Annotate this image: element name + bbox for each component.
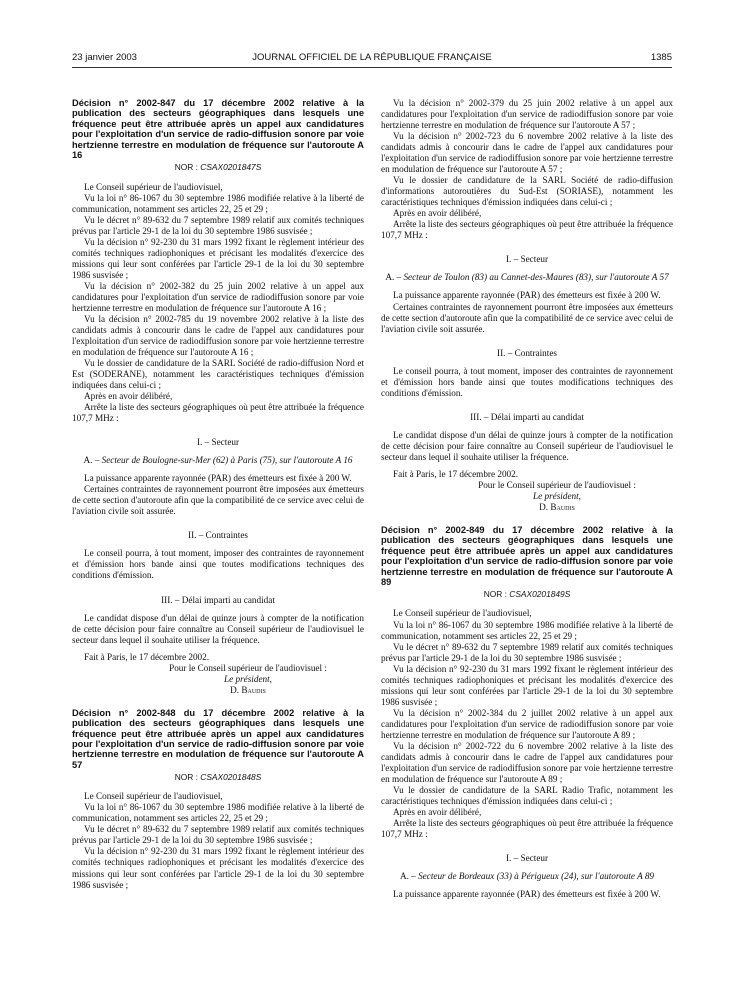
paragraph: Le Conseil supérieur de l'audiovisuel,	[84, 791, 223, 802]
nor-label: NOR :	[483, 589, 507, 600]
paragraph: Vu le décret n° 89-632 du 7 septembre 1989 relatif aux comités techniques prévus par l'article 29-1 de la loi du 30 septembre 1986 susvisée ;	[381, 641, 673, 663]
header-rule	[72, 67, 672, 68]
paragraph: Certaines contraintes de rayonnement pourront être imposées aux émetteurs de cette section d'autoroute afin que la compatibilité de ce service avec celui de l'aviation civile soit assurée.	[72, 484, 364, 517]
paragraph: Certaines contraintes de rayonnement pourront être imposées aux émetteurs de cette section d'autoroute afin que la compatibilité de ce service avec celui de l'aviation civile soit assurée.	[381, 301, 673, 334]
nor-code: CSAX0201848S	[200, 772, 262, 783]
header-date: 23 janvier 2003	[72, 52, 137, 63]
paragraph: Vu la décision n° 2002-723 du 6 novembre 2002 relative à la liste des candidats admis à concourir dans le cadre de l'appel aux candidatures pour l'exploitation d'un service de radiodiffusion sonore par voie hertzienne terrestre en modulation de fréquence sur l'autoroute A 57 ;	[381, 131, 673, 175]
paragraph: Vu le décret n° 89-632 du 7 septembre 1989 relatif aux comités techniques prévus par l'article 29-1 de la loi du 30 septembre 1986 susvisée ;	[72, 214, 364, 236]
paragraph: Après en avoir délibéré,	[84, 391, 173, 402]
paragraph: Vu la loi n° 86-1067 du 30 septembre 1986 modifiée relative à la liberté de communication, notamment ses articles 22, 25 et 29 ;	[72, 802, 364, 824]
left-column	[72, 98, 364, 891]
paragraph: Vu la décision n° 2002-379 du 25 juin 2002 relative à un appel aux candidatures pour l'exploitation d'un service de radiodiffusion sonore par voie hertzienne terrestre en modulation de fréquence sur l'autoroute A 57 ;	[381, 98, 673, 131]
paragraph: Vu le décret n° 89-632 du 7 septembre 1989 relatif aux comités techniques prévus par l'article 29-1 de la loi du 30 septembre 1986 susvisée ;	[72, 824, 364, 846]
sector-subheading	[72, 455, 364, 466]
section-heading: I. – Secteur	[505, 853, 549, 864]
sector-label: A. –	[83, 455, 100, 466]
paragraph: Vu le dossier de candidature de la SARL Radio Trafic, notamment les caractéristiques techniques d'émission indiquées dans celui-ci ;	[381, 784, 673, 807]
nor-code: CSAX0201847S	[200, 162, 262, 173]
decision-title: Décision n° 2002-847 du 17 décembre 2002 relative à la publication des secteurs géographiques dans lesquels une fréquence peut être attribuée après un appel aux candidatures pour l'exploitation d'un service de radio-diffusion sonore par voie hertzienne terrestre en modulation de fréquence sur l'autoroute A 16	[72, 98, 364, 161]
nor-label: NOR :	[174, 162, 198, 173]
signatory-name: D. Baudis	[230, 684, 266, 695]
nor-reference	[72, 162, 364, 172]
signed-at: Fait à Paris, le 17 décembre 2002.	[84, 651, 210, 662]
signature-title: Le président,	[533, 490, 581, 501]
sector-text: Secteur de Toulon (83) au Cannet-des-Maures (83), sur l'autoroute A 57	[403, 272, 669, 283]
paragraph: Le candidat dispose d'un délai de quinze jours à compter de la notification de cette décision pour faire connaître au Conseil supérieur de l'audiovisuel le secteur dans lequel il souhaite utiliser la fréquence.	[72, 612, 364, 645]
paragraph: Vu la décision n° 2002-382 du 25 juin 2002 relative à un appel aux candidatures pour l'exploitation d'un service de radiodiffusion sonore par voie hertzienne terrestre en modulation de fréquence sur l'autoroute A 16 ;	[72, 280, 364, 313]
sector-subheading	[381, 272, 673, 283]
section-heading: II. – Contraintes	[497, 347, 557, 358]
paragraph: Le Conseil supérieur de l'audiovisuel,	[84, 181, 223, 192]
nor-code: CSAX0201849S	[509, 589, 571, 600]
sector-label: A. –	[399, 871, 416, 882]
paragraph: Le conseil pourra, à tout moment, imposer des contraintes de rayonnement et d'émission hors bande ainsi que toutes modifications techniques des conditions d'émission.	[72, 548, 364, 581]
paragraph: Vu le dossier de candidature de la SARL Société de radio-diffusion d'informations autoroutières du Sud-Est (SORIASE), notamment les caractéristiques techniques d'émission indiquées dans celui-ci ;	[381, 175, 673, 208]
signature-line: Pour le Conseil supérieur de l'audiovisuel :	[478, 479, 636, 490]
sector-subheading	[381, 871, 673, 882]
paragraph: Arrête la liste des secteurs géographiques où peut être attribuée la fréquence 107,7 MHz :	[72, 402, 364, 424]
paragraph: Arrête la liste des secteurs géographiques où peut être attribuée la fréquence 107,7 MHz :	[381, 219, 673, 241]
paragraph: Après en avoir délibéré,	[393, 807, 482, 818]
paragraph: Vu la décision n° 92-230 du 31 mars 1992 fixant le règlement intérieur des comités techniques radiophoniques et précisant les modalités d'exercice des missions qui leur sont conférées par l'article 29-1 de la loi du 30 septembre 1986 susvisée ;	[72, 846, 364, 890]
header-journal-title: JOURNAL OFFICIEL DE LA RÉPUBLIQUE FRANÇAISE	[252, 52, 492, 63]
paragraph: Vu la décision n° 2002-785 du 19 novembre 2002 relative à la liste des candidats admis à concourir dans le cadre de l'appel aux candidatures pour l'exploitation d'un service de radiodiffusion sonore par voie hertzienne terrestre en modulation de fréquence sur l'autoroute A 16 ;	[72, 313, 364, 357]
section-heading: I. – Secteur	[505, 254, 549, 265]
section-heading: I. – Secteur	[196, 437, 240, 448]
paragraph: Le Conseil supérieur de l'audiovisuel,	[393, 608, 532, 619]
right-column	[381, 98, 673, 900]
paragraph: Vu la décision n° 2002-722 du 6 novembre 2002 relative à la liste des candidats admis à concourir dans le cadre de l'appel aux candidatures pour l'exploitation d'un service de radiodiffusion sonore par voie hertzienne terrestre en modulation de fréquence sur l'autoroute A 89 ;	[381, 740, 673, 784]
decision-title: Décision n° 2002-848 du 17 décembre 2002 relative à la publication des secteurs géographiques dans lesquels une fréquence peut être attribuée après un appel aux candidatures pour l'exploitation d'un service de radio-diffusion sonore par voie hertzienne terrestre en modulation de fréquence sur l'autoroute A 57	[72, 707, 364, 770]
paragraph: Arrête la liste des secteurs géographiques où peut être attribuée la fréquence 107,7 MHz :	[381, 818, 673, 840]
section-heading: III. – Délai imparti au candidat	[470, 411, 584, 422]
spacer	[72, 696, 364, 708]
sector-text: Secteur de Bordeaux (33) à Périgueux (24), sur l'autoroute A 89	[418, 871, 655, 882]
section-heading: III. – Délai imparti au candidat	[161, 594, 275, 605]
nor-reference	[72, 772, 364, 782]
paragraph: Le candidat dispose d'un délai de quinze jours à compter de la notification de cette décision pour faire connaître au Conseil supérieur de l'audiovisuel le secteur dans lequel il souhaite utiliser la fréquence.	[381, 429, 673, 462]
paragraph: La puissance apparente rayonnée (PAR) des émetteurs est fixée à 200 W.	[84, 473, 352, 484]
paragraph: Vu la loi n° 86-1067 du 30 septembre 1986 modifiée relative à la liberté de communication, notamment ses articles 22, 25 et 29 ;	[72, 192, 364, 214]
paragraph: Après en avoir délibéré,	[393, 208, 482, 219]
paragraph: La puissance apparente rayonnée (PAR) des émetteurs est fixée à 200 W.	[393, 290, 661, 301]
paragraph: Vu la décision n° 92-230 du 31 mars 1992 fixant le règlement intérieur des comités techniques radiophoniques et précisant les modalités d'exercice des missions qui leur sont conférées par l'article 29-1 de la loi du 30 septembre 1986 susvisée ;	[381, 663, 673, 707]
spacer	[381, 513, 673, 525]
signed-at: Fait à Paris, le 17 décembre 2002.	[393, 468, 519, 479]
section-heading: II. – Contraintes	[188, 530, 248, 541]
decision-title: Décision n° 2002-849 du 17 décembre 2002 relative à la publication des secteurs géographiques dans lesquels une fréquence peut être attribuée après un appel aux candidatures pour l'exploitation d'un service de radio-diffusion sonore par voie hertzienne terrestre en modulation de fréquence sur l'autoroute A 89	[381, 524, 673, 587]
sector-text: Secteur de Boulogne-sur-Mer (62) à Paris (75), sur l'autoroute A 16	[101, 455, 353, 466]
paragraph: Vu la loi n° 86-1067 du 30 septembre 1986 modifiée relative à la liberté de communication, notamment ses articles 22, 25 et 29 ;	[381, 619, 673, 641]
nor-label: NOR :	[174, 772, 198, 783]
nor-reference	[381, 589, 673, 599]
signature-title: Le président,	[224, 673, 272, 684]
header-page-number: 1385	[650, 52, 672, 63]
sector-label: A. –	[385, 272, 402, 283]
signature-line: Pour le Conseil supérieur de l'audiovisuel :	[169, 662, 327, 673]
paragraph: Vu le dossier de candidature de la SARL Société de radio-diffusion Nord et Est (SODERANE), notamment les caractéristiques techniques d'émission indiquées dans celui-ci ;	[72, 358, 364, 391]
paragraph: Le conseil pourra, à tout moment, imposer des contraintes de rayonnement et d'émission hors bande ainsi que toutes modifications techniques des conditions d'émission.	[381, 365, 673, 398]
paragraph: La puissance apparente rayonnée (PAR) des émetteurs est fixée à 200 W.	[393, 889, 661, 900]
paragraph: Vu la décision n° 92-230 du 31 mars 1992 fixant le règlement intérieur des comités techniques radiophoniques et précisant les modalités d'exercice des missions qui leur sont conférées par l'article 29-1 de la loi du 30 septembre 1986 susvisée ;	[72, 236, 364, 280]
paragraph: Vu la décision n° 2002-384 du 2 juillet 2002 relative à un appel aux candidatures pour l'exploitation d'un service de radiodiffusion sonore par voie hertzienne terrestre en modulation de fréquence sur l'autoroute A 89 ;	[381, 707, 673, 740]
signatory-name: D. Baudis	[539, 501, 575, 512]
page-header	[72, 52, 672, 66]
